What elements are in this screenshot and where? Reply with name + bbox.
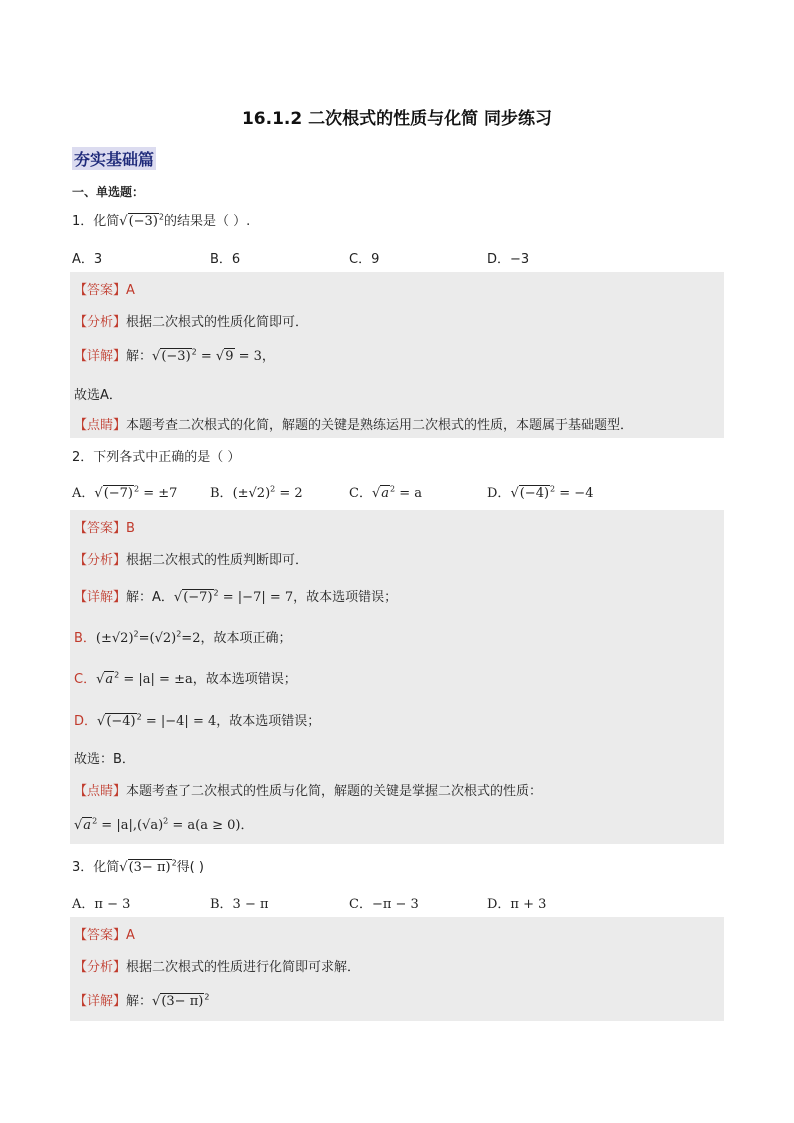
sqrt-sign-icon: √: [74, 818, 83, 833]
q2-answer: 【答案】B: [74, 521, 135, 536]
sqrt-sign-icon: √: [510, 486, 519, 501]
q2-option-c: C．$√a^2 = a$: [349, 484, 423, 501]
section-heading: 夯实基础篇: [72, 147, 156, 170]
sqrt-sign-icon: √: [94, 486, 103, 501]
q3-answer: 【答案】A: [74, 928, 135, 943]
sqrt-sign-icon: √: [215, 349, 225, 364]
q2-detail-c: C．$√a^2 = |a| = \pm a$，故本选项错误；: [74, 670, 297, 687]
q2-detail-b: B．$(\pm√2)^2=(√2)^2=2$，故本项正确；: [74, 629, 292, 646]
sqrt-sign-icon: √: [119, 214, 128, 229]
q1-answer: 【答案】A: [74, 283, 135, 298]
q1-conclusion: 故选A．: [74, 388, 122, 403]
q2-comment-formula: $√a^2 = |a|,(√a)^2 = a(a \ge 0)$．: [74, 816, 254, 833]
q1-option-c: C．9: [349, 252, 380, 267]
question-3-stem: 3．化简$√(3- \pi)^2$得( ): [72, 858, 204, 875]
q3-option-b: B．3 − π: [210, 897, 269, 912]
q1-option-d: D．−3: [487, 252, 530, 267]
q1-detail: 【详解】解：$√(-3)^2 = √9 = 3$，: [74, 347, 275, 364]
q1-answer-block: [70, 272, 724, 438]
q2-analysis: 【分析】根据二次根式的性质判断即可．: [74, 553, 309, 568]
q1-option-a: A．3: [72, 252, 103, 267]
sqrt-sign-icon: √: [152, 349, 161, 364]
q1-analysis: 【分析】根据二次根式的性质化简即可．: [74, 315, 309, 330]
question-1-stem: 1．化简$√(-3)^2$的结果是（ ）.: [72, 212, 251, 229]
sqrt-sign-icon: √: [371, 486, 381, 501]
q3-answer-block: [70, 917, 724, 1021]
q2-conclusion: 故选：B．: [74, 752, 135, 767]
sqrt-sign-icon: √: [96, 672, 105, 687]
question-2-stem: 2．下列各式中正确的是（ ）: [72, 450, 241, 465]
q3-option-a: A．π − 3: [72, 897, 131, 912]
sqrt-sign-icon: √: [152, 994, 161, 1009]
q2-comment: 【点睛】本题考查了二次根式的性质与化简，解题的关键是掌握二次根式的性质：: [74, 784, 543, 799]
part-heading: 一、单选题：: [72, 185, 145, 199]
sqrt-sign-icon: √: [119, 860, 128, 875]
q1-option-b: B．6: [210, 252, 241, 267]
radicand: (−3): [128, 214, 158, 229]
sqrt-sign-icon: √: [173, 590, 183, 605]
q2-option-a: A．$√(-7)^2 = \pm 7$: [72, 484, 178, 501]
q3-option-d: D．π + 3: [487, 897, 547, 912]
q3-detail: 【详解】解：$√(3- \pi)^2$: [74, 992, 210, 1009]
q1-comment: 【点睛】本题考查二次根式的化简，解题的关键是熟练运用二次根式的性质，本题属于基础题型．: [74, 418, 634, 433]
q2-option-d: D．$√(-4)^2 = -4$: [487, 484, 594, 501]
q2-option-b: B．$(\pm√2)^2 = 2$: [210, 484, 303, 501]
q3-analysis: 【分析】根据二次根式的性质进行化简即可求解．: [74, 960, 361, 975]
q3-option-c: C．−π − 3: [349, 897, 419, 912]
page-title: 16.1.2 二次根式的性质与化简 同步练习: [241, 109, 553, 129]
q2-detail-a: 【详解】解：A．$√(-7)^2 = |-7| = 7$，故本选项错误；: [74, 588, 398, 605]
sqrt-sign-icon: √: [97, 714, 106, 729]
q2-answer-block: [70, 510, 724, 844]
q2-detail-d: D．$√(-4)^2 = |-4| = 4$，故本选项错误；: [74, 712, 321, 729]
